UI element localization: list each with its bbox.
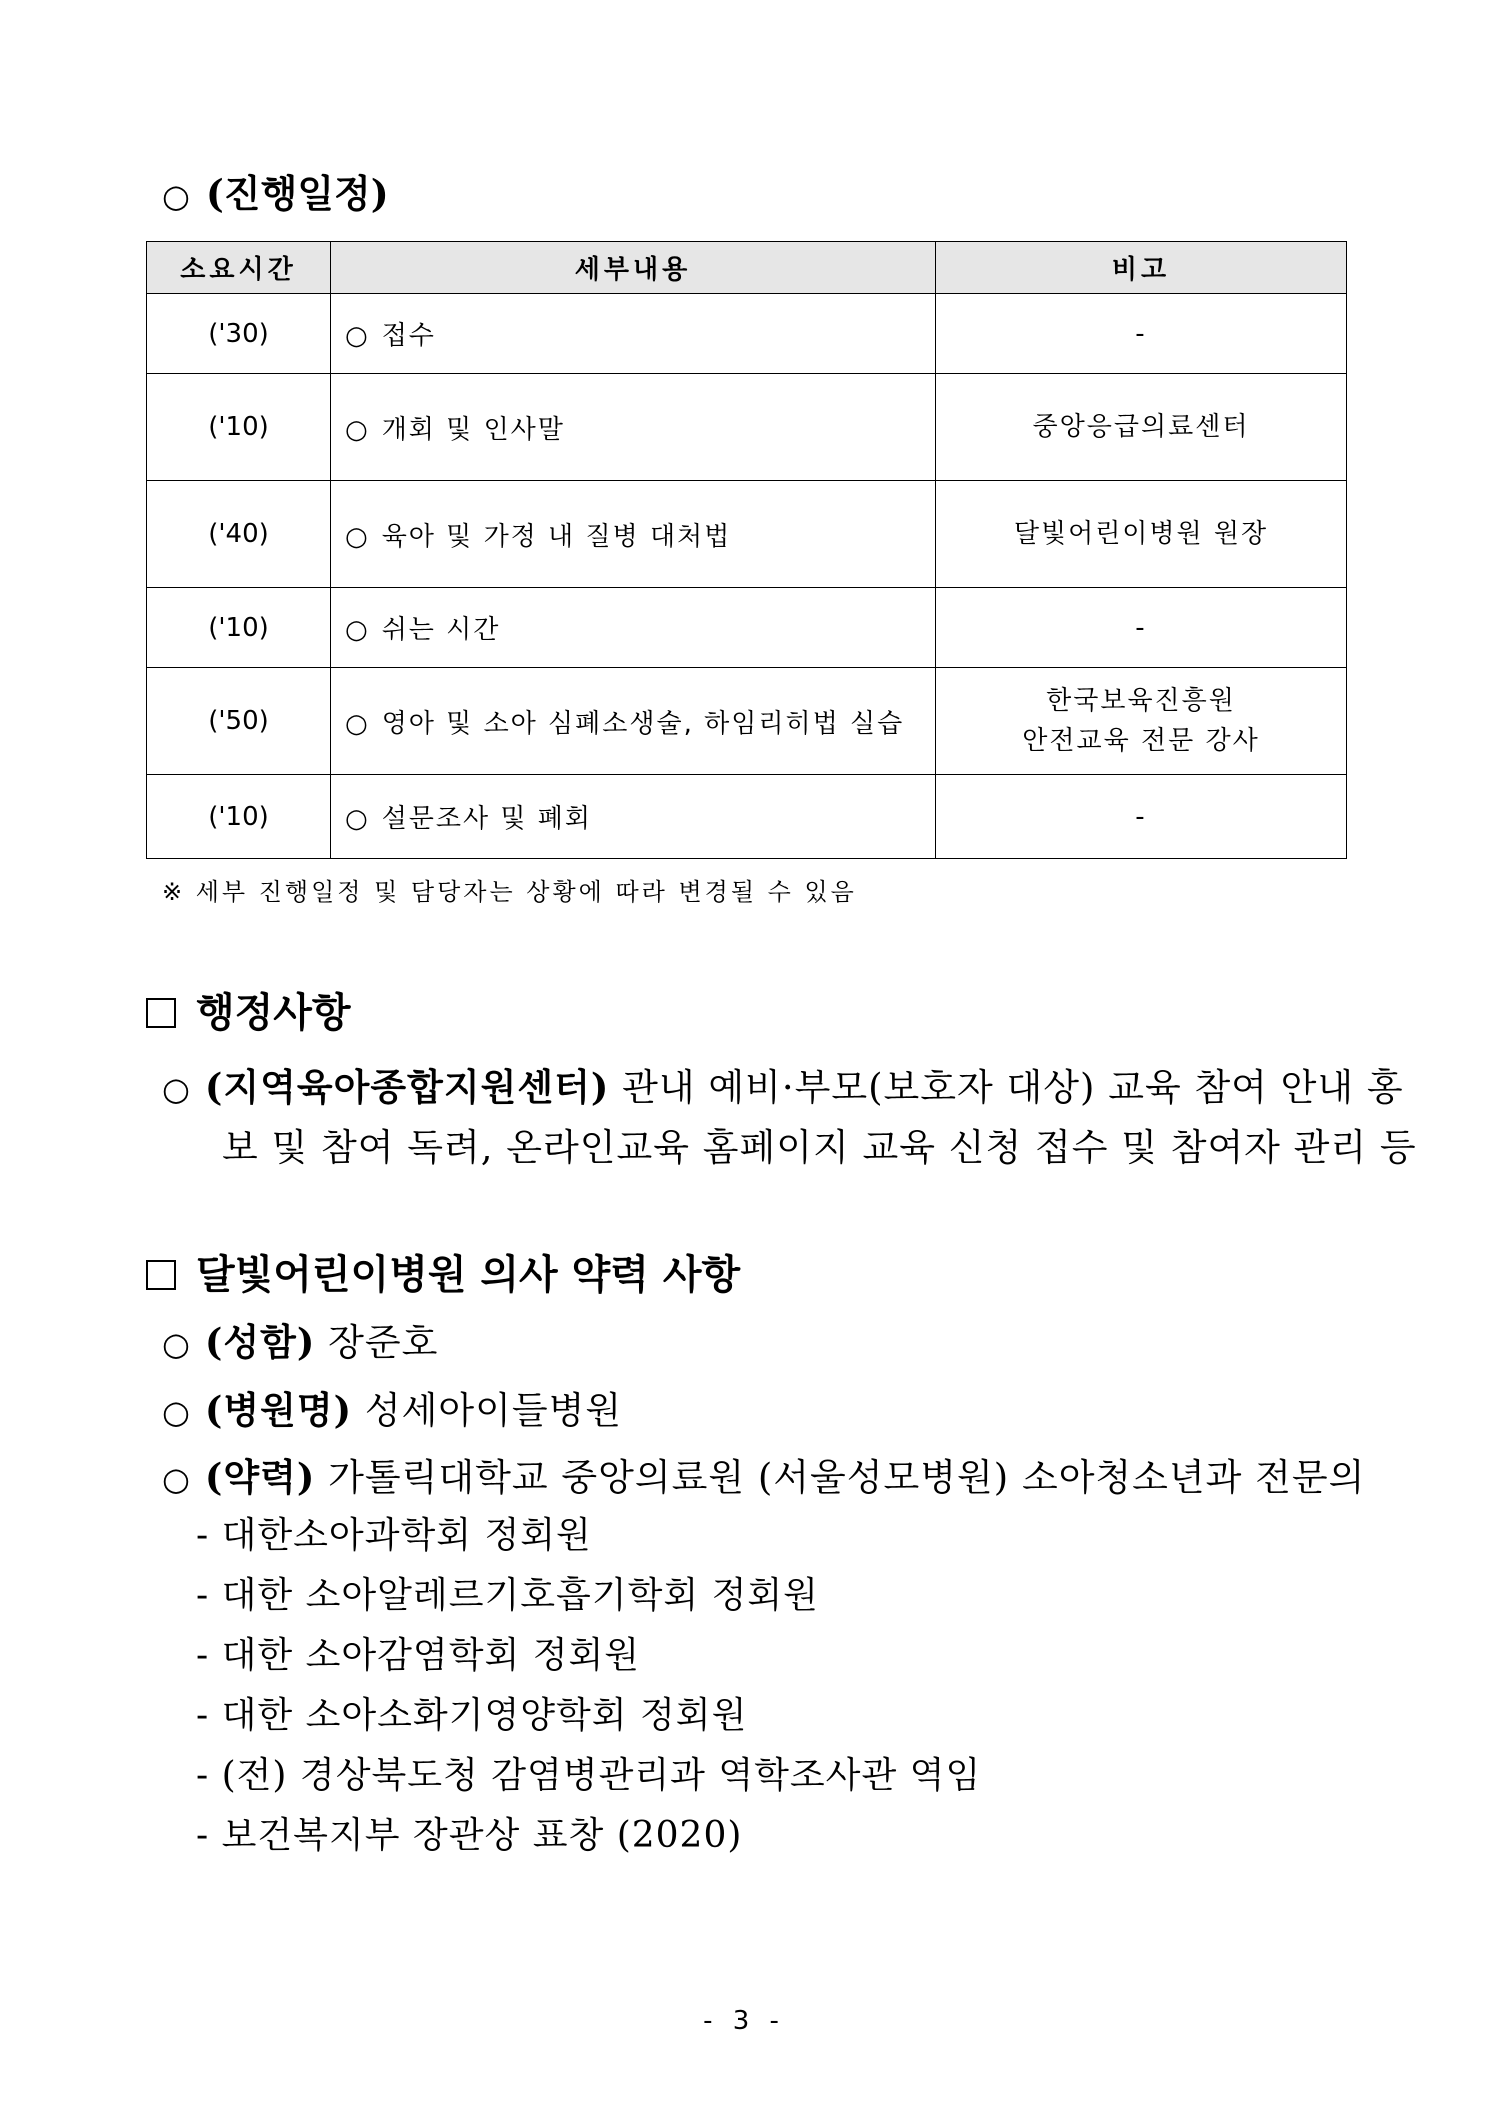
doctor-name: 장준호 [315, 1321, 439, 1364]
circle-bullet-icon: ○ [345, 708, 370, 739]
cell-time: ('10) [147, 374, 331, 481]
doctor-career: 가톨릭대학교 중앙의료원 (서울성모병원) 소아청소년과 전문의 [315, 1456, 1366, 1499]
cell-time: ('30) [147, 294, 331, 374]
cell-time: ('40) [147, 481, 331, 588]
list-item: - 대한소아과학회 정회원 [196, 1515, 592, 1556]
doctor-hospital-label: (병원명) [204, 1388, 353, 1432]
cell-detail [331, 294, 936, 374]
note-line: - [1135, 801, 1147, 832]
circle-bullet-icon: ○ [162, 1325, 191, 1363]
page-number: - 3 - [703, 2006, 785, 2036]
cell-note [936, 588, 1347, 668]
cell-note [936, 668, 1347, 775]
note-line: - [1135, 612, 1147, 643]
circle-bullet-icon: ○ [345, 414, 370, 445]
column-header-detail: 세부내용 [331, 242, 936, 294]
doctor-name-line [162, 1318, 438, 1368]
note-line: 안전교육 전문 강사 [1022, 726, 1260, 756]
admin-label: (지역육아종합지원센터) [204, 1065, 610, 1109]
list-item: - 보건복지부 장관상 표창 (2020) [196, 1815, 743, 1856]
table-row [147, 588, 1347, 668]
note-line: 달빛어린이병원 원장 [1013, 519, 1269, 549]
doctor-name-label: (성함) [204, 1320, 316, 1364]
table-row [147, 374, 1347, 481]
admin-section-title [146, 988, 351, 1038]
note-line: 중앙응급의료센터 [1032, 412, 1250, 442]
doctor-title-text: 달빛어린이병원 의사 약력 사항 [196, 1252, 741, 1298]
cell-detail [331, 481, 936, 588]
detail-text: 쉬는 시간 [381, 615, 501, 645]
cell-detail [331, 775, 936, 859]
admin-text-line1: 관내 예비·부모(보호자 대상) 교육 참여 안내 홍 [609, 1066, 1404, 1109]
table-row [147, 775, 1347, 859]
table-row [147, 294, 1347, 374]
detail-text: 설문조사 및 폐회 [381, 804, 593, 834]
circle-bullet-icon: ○ [162, 1070, 191, 1108]
cell-time: ('10) [147, 588, 331, 668]
list-item: - 대한 소아소화기영양학회 정회원 [196, 1695, 748, 1736]
column-header-time: 소요시간 [147, 242, 331, 294]
note-line: 한국보육진흥원 [1046, 686, 1236, 716]
detail-text: 접수 [381, 321, 436, 351]
detail-text: 육아 및 가정 내 질병 대처법 [381, 521, 732, 552]
cell-time: ('10) [147, 775, 331, 859]
schedule-heading [162, 170, 389, 220]
doctor-hospital: 성세아이들병원 [352, 1389, 623, 1432]
note-line: - [1135, 318, 1147, 349]
table-row [147, 668, 1347, 775]
cell-detail [331, 668, 936, 775]
detail-text: 개회 및 인사말 [381, 414, 565, 445]
table-header-row [147, 242, 1347, 294]
circle-bullet-icon: ○ [162, 1393, 191, 1431]
circle-bullet-icon: ○ [162, 1460, 191, 1498]
schedule-table [146, 241, 1347, 859]
cell-time: ('50) [147, 668, 331, 775]
schedule-heading-label: (진행일정) [205, 171, 389, 216]
schedule-footnote: ※ 세부 진행일정 및 담당자는 상황에 따라 변경될 수 있음 [162, 878, 857, 906]
circle-bullet-icon: ○ [345, 804, 370, 834]
circle-bullet-icon: ○ [345, 615, 370, 645]
cell-detail [331, 588, 936, 668]
circle-bullet-icon: ○ [345, 521, 370, 552]
square-bullet-icon [146, 1260, 176, 1290]
list-item: - (전) 경상북도청 감염병관리과 역학조사관 역임 [196, 1755, 982, 1796]
column-header-note: 비고 [936, 242, 1347, 294]
doctor-section-title [146, 1250, 740, 1300]
doctor-career-line [162, 1453, 1365, 1503]
detail-text: 영아 및 소아 심폐소생술, 하임리히법 실습 [381, 708, 905, 739]
admin-paragraph-line1 [162, 1063, 1404, 1113]
cell-note [936, 294, 1347, 374]
circle-bullet-icon: ○ [345, 321, 370, 351]
list-item: - 대한 소아감염학회 정회원 [196, 1635, 641, 1676]
admin-paragraph-line2: 보 및 참여 독려, 온라인교육 홈페이지 교육 신청 접수 및 참여자 관리 등 [222, 1126, 1417, 1169]
admin-title-text: 행정사항 [196, 990, 351, 1036]
table-row [147, 481, 1347, 588]
cell-note [936, 481, 1347, 588]
circle-bullet-icon: ○ [162, 177, 190, 215]
cell-detail [331, 374, 936, 481]
square-bullet-icon [146, 998, 176, 1028]
list-item: - 대한 소아알레르기호흡기학회 정회원 [196, 1575, 819, 1616]
doctor-hospital-line [162, 1386, 622, 1436]
cell-note [936, 374, 1347, 481]
doctor-career-label: (약력) [204, 1455, 316, 1499]
cell-note [936, 775, 1347, 859]
